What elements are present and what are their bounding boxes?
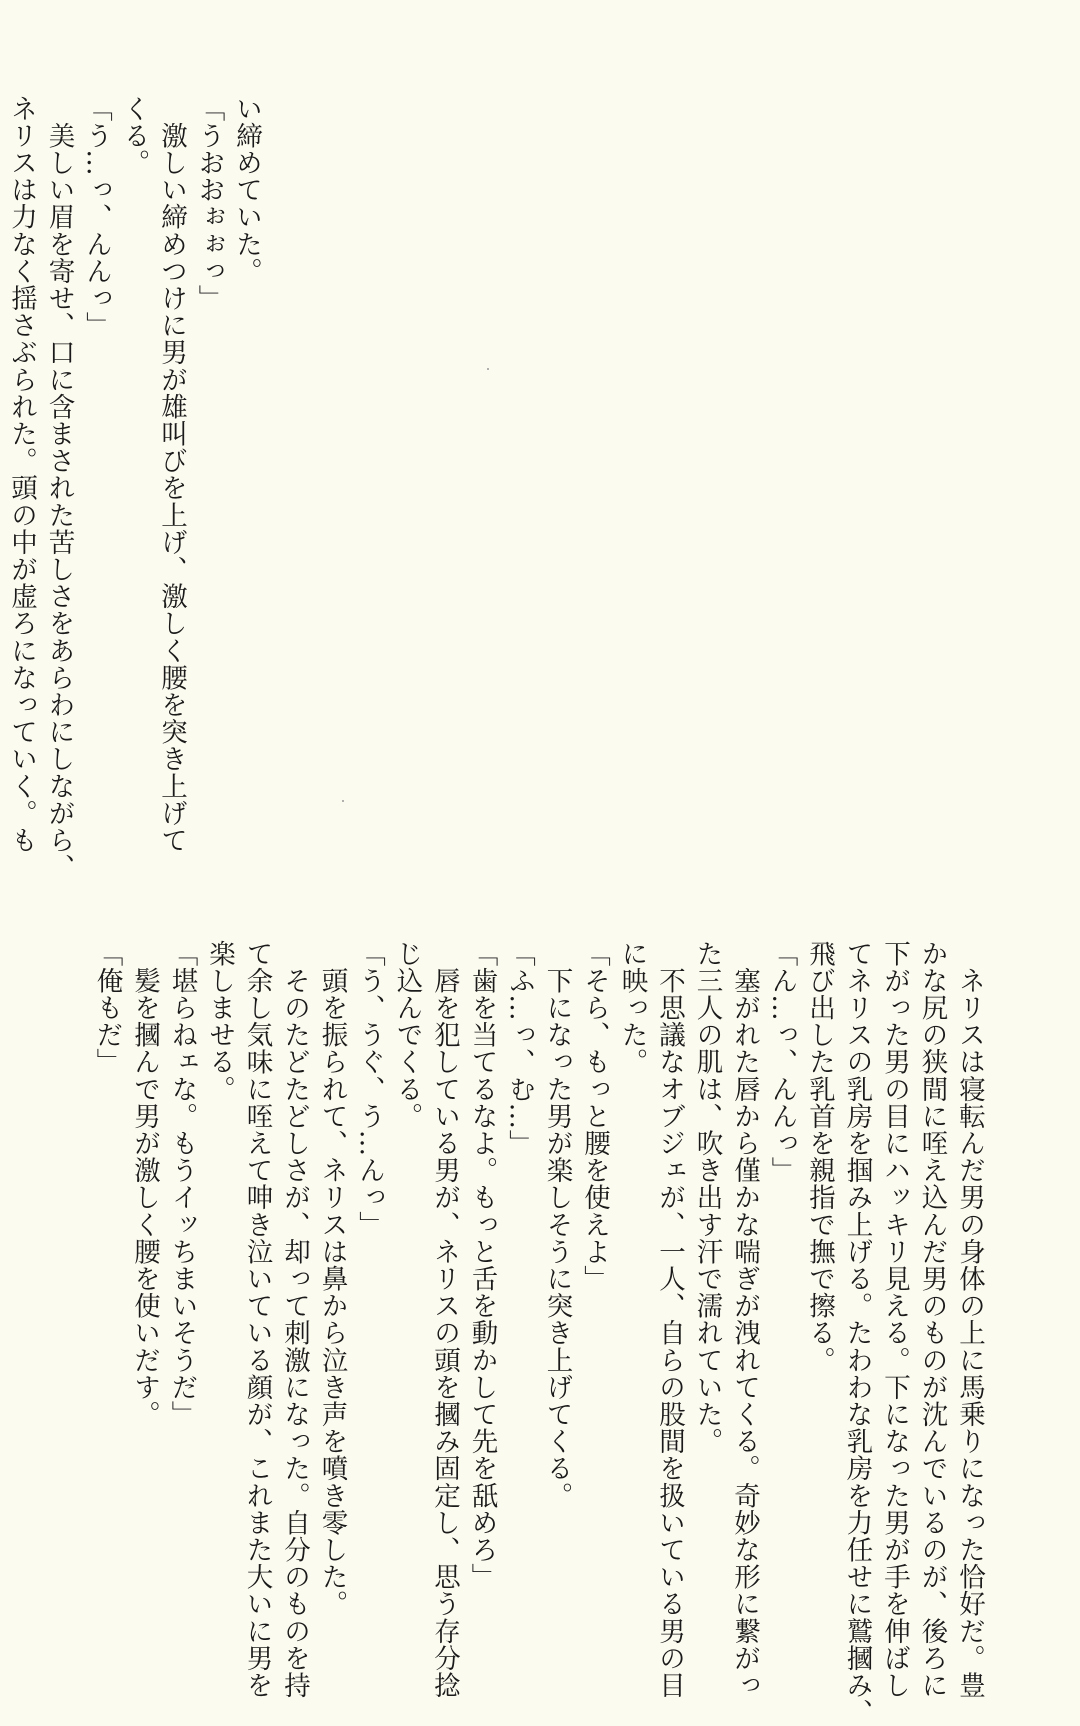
text-line: 飛び出した乳首を親指で撫で擦る。 bbox=[804, 940, 835, 1374]
text-line: 不思議なオブジェが、一人、自らの股間を扱いている男の目 bbox=[654, 940, 685, 1699]
text-line: に映った。 bbox=[616, 940, 648, 1076]
text-line: て余し気味に咥えて呻き泣いている顔が、これまた大いに男を bbox=[241, 940, 273, 1699]
text-line: 美しい眉を寄せ、口に含まされた苦しさをあらわにしながら、 bbox=[43, 95, 75, 881]
text-line: 「う、うぐ、う…んっ」 bbox=[354, 940, 385, 1239]
text-line: 塞がれた唇から僅かな喘ぎが洩れてくる。奇妙な形に繋がっ bbox=[729, 940, 760, 1699]
text-line: い締めていた。 bbox=[231, 95, 262, 285]
text-line: てネリスの乳房を掴み上げる。たわわな乳房を力任せに鷲摑み、 bbox=[841, 940, 873, 1726]
text-line: 髪を摑んで男が激しく腰を使いだす。 bbox=[129, 940, 160, 1428]
text-line: 「うおおぉぉっ」 bbox=[193, 95, 225, 312]
text-line: 唇を犯している男が、ネリスの頭を摑み固定し、思う存分捻 bbox=[429, 940, 460, 1699]
text-line: 激しい締めつけに男が雄叫びを上げ、激しく腰を突き上げて bbox=[156, 95, 187, 854]
text-line: た三人の肌は、吹き出す汗で濡れていた。 bbox=[691, 940, 723, 1455]
text-line bbox=[0, 95, 3, 725]
text-line: 「堪らねェな。もうイッちまいそうだ」 bbox=[166, 940, 198, 1428]
text-line: 「ふ…っ、む…」 bbox=[504, 940, 535, 1157]
text-line: 「そら、もっと腰を使えよ」 bbox=[579, 940, 610, 1293]
text-line: 下になった男が楽しそうに突き上げてくる。 bbox=[541, 940, 573, 1510]
text-line: そのたどたどしさが、却って刺激になった。自分のものを持 bbox=[279, 940, 310, 1699]
text-line: 「歯を当てるなよ。もっと舌を動かして先を舐めろ」 bbox=[466, 940, 498, 1591]
text-line: じ込んでくる。 bbox=[391, 940, 423, 1130]
text-line: 楽しませる。 bbox=[204, 940, 235, 1103]
text-line: 「俺もだ」 bbox=[91, 940, 123, 1076]
text-line: ネリスは力なく揺さぶられた。頭の中が虚ろになっていく。も bbox=[6, 95, 37, 854]
paper-speck bbox=[342, 800, 344, 802]
text-line: 下がった男の目にハッキリ見える。下になった男が手を伸ばし bbox=[879, 940, 910, 1699]
text-line: くる。 bbox=[118, 95, 150, 177]
text-line: かな尻の狭間に咥え込んだ男のものが沈んでいるのが、後ろに bbox=[916, 940, 948, 1699]
text-line: 頭を振られて、ネリスは鼻から泣き声を噴き零した。 bbox=[316, 940, 348, 1618]
upper-text-block bbox=[0, 95, 265, 881]
text-line: 「う…っ、んんっ」 bbox=[81, 95, 112, 339]
text-line: 「ん…っ、んんっ」 bbox=[766, 940, 798, 1184]
text-line: ネリスは寝転んだ男の身体の上に馬乗りになった恰好だ。豊 bbox=[954, 940, 985, 1699]
paper-speck bbox=[487, 368, 489, 370]
lower-text-block bbox=[88, 940, 988, 1726]
